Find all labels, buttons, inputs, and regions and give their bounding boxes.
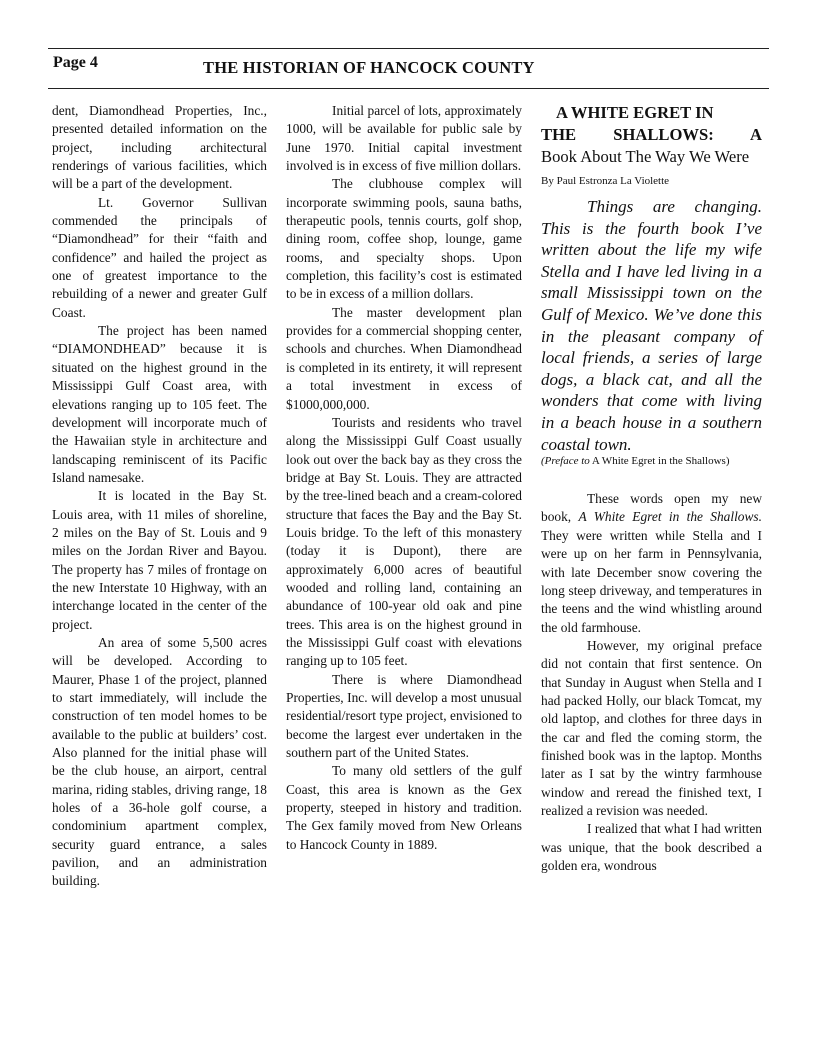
article-title xyxy=(541,102,762,168)
header-bottom-rule xyxy=(48,88,769,89)
paragraph: It is located in the Bay St. Louis area, with 11 miles of shoreline, 2 miles on the Bay of St. Louis and 9 miles on the Jordan River and Bayou. The property has 7 miles of frontage on the new Interstate 10 Highway, with an interchange located in the center of the project. xyxy=(52,488,267,632)
paragraph: To many old settlers of the gulf Coast, this area is known as the Gex property, steeped in history and tradition. The Gex family moved from New Orleans to Hancock County in 1889. xyxy=(286,763,522,852)
paragraph-text: These words open my new book, xyxy=(541,491,762,525)
publication-title: THE HISTORIAN OF HANCOCK COUNTY xyxy=(203,58,535,77)
book-title: A White Egret in the Shallows. xyxy=(578,509,762,525)
paragraph: dent, Diamondhead Properties, Inc., presented detailed information on the project, including architectural renderings of various facilities, which will be a part of the development. xyxy=(52,103,267,192)
paragraph xyxy=(541,490,762,637)
column-2 xyxy=(286,102,522,854)
paragraph: The clubhouse complex will incorporate swimming pools, sauna baths, therapeutic pools, tennis courts, golf shop, dining room, coffee shop, lounge, game rooms, and specialty shops. Upon completion, this facility’s cost is estimated to be in excess of a million dollars. xyxy=(286,176,522,302)
citation-title: A White Egret in the Shallows) xyxy=(591,455,730,468)
paragraph: There is where Diamondhead Properties, Inc. will develop a most unusual residential/resort type project, envisioned to become the largest ever undertaken in the southern part of the United States. xyxy=(286,671,522,761)
paragraph-text: They were written while Stella and I were up on her farm in Pennsylvania, with late December snow covering the long steep driveway, and temperatures in the teens and the wind whistling around the old farmhouse. xyxy=(541,527,762,635)
column-3 xyxy=(541,102,762,875)
citation-prefix: (Preface to xyxy=(541,455,590,468)
preface-citation xyxy=(541,455,762,468)
article-byline: By Paul Estronza La Violette xyxy=(541,175,670,187)
column-1 xyxy=(52,102,267,891)
spacer xyxy=(541,468,762,490)
paragraph: Lt. Governor Sullivan commended the principals of “Diamondhead” for their “faith and confidence” and hailed the project as one of greatest importance to the rebuilding of a newer and greater Gulf Coast. xyxy=(52,194,267,320)
paragraph: The master development plan provides for a commercial shopping center, schools and churches. When Diamondhead is completed in its entirety, it will represent a total investment in excess of $1000,000,000. xyxy=(286,304,522,412)
article-title-line: THE SHALLOWS: A xyxy=(541,125,762,144)
paragraph: The project has been named “DIAMONDHEAD” because it is situated on the highest ground in the Mississippi Gulf Coast area, with elevations ranging up to 105 feet. The development will incorporate much of the Hawaiian style in architecture and landscaping reminiscent of its Pacific Island namesake. xyxy=(52,323,267,485)
paragraph: An area of some 5,500 acres will be developed. According to Maurer, Phase 1 of the project, planned to start immediately, will include the construction of ten model homes to be available to the public at builders’ cost. Also planned for the initial phase will be the club house, an airport, central marina, riding stables, driving range, 18 holes of a 36-hole golf course, a condominium apartment complex, security guard entrance, a sales pavilion, and an administration building. xyxy=(52,634,267,889)
preface-quote: Things are changing. This is the fourth book I’ve written about the life my wife Stella and I have led living in a small Mississippi town on the Gulf of Mexico. We’ve done this in the pleasant company of local friends, a series of large dogs, a black cat, and all the wonders that come with living in a beach house in a southern coastal town. xyxy=(541,197,762,454)
page-number: Page 4 xyxy=(53,54,98,71)
header-top-rule xyxy=(48,48,769,49)
article-title-line: Book About The Way We Were xyxy=(541,147,750,166)
paragraph: Tourists and residents who travel along the Mississippi Gulf Coast usually look out over the back bay as they cross the bridge at Bay St. Louis. They are attracted by the tree-lined beach and a cream-colored structure that faces the Bay and the Bay St. Louis bridge. To the left of this monastery (today it is Dupont), there are approximately 6,000 acres of beautiful wooded and rolling land, containing an abundance of 100-year old oak and pine trees. This area is on the highest ground in the Mississippi Gulf coast with elevations ranging up to 105 feet. xyxy=(286,414,522,669)
paragraph: Initial parcel of lots, approximately 1000, will be available for public sale by June 1970. Initial capital investment involved is in excess of five million dollars. xyxy=(286,103,522,174)
paragraph: However, my original preface did not contain that first sentence. On that Sunday in August when Stella and I had packed Holly, our black Tomcat, my old laptop, and clothes for three days in the car and fled the coming storm, the finished book was in the laptop. Months later as I sat by the wintry farmhouse window and reread the finished text, I realized a revision was needed. xyxy=(541,637,762,818)
paragraph: I realized that what I had written was unique, that the book described a golden era, wondrous xyxy=(541,821,762,873)
article-title-line: A WHITE EGRET IN xyxy=(556,103,714,122)
